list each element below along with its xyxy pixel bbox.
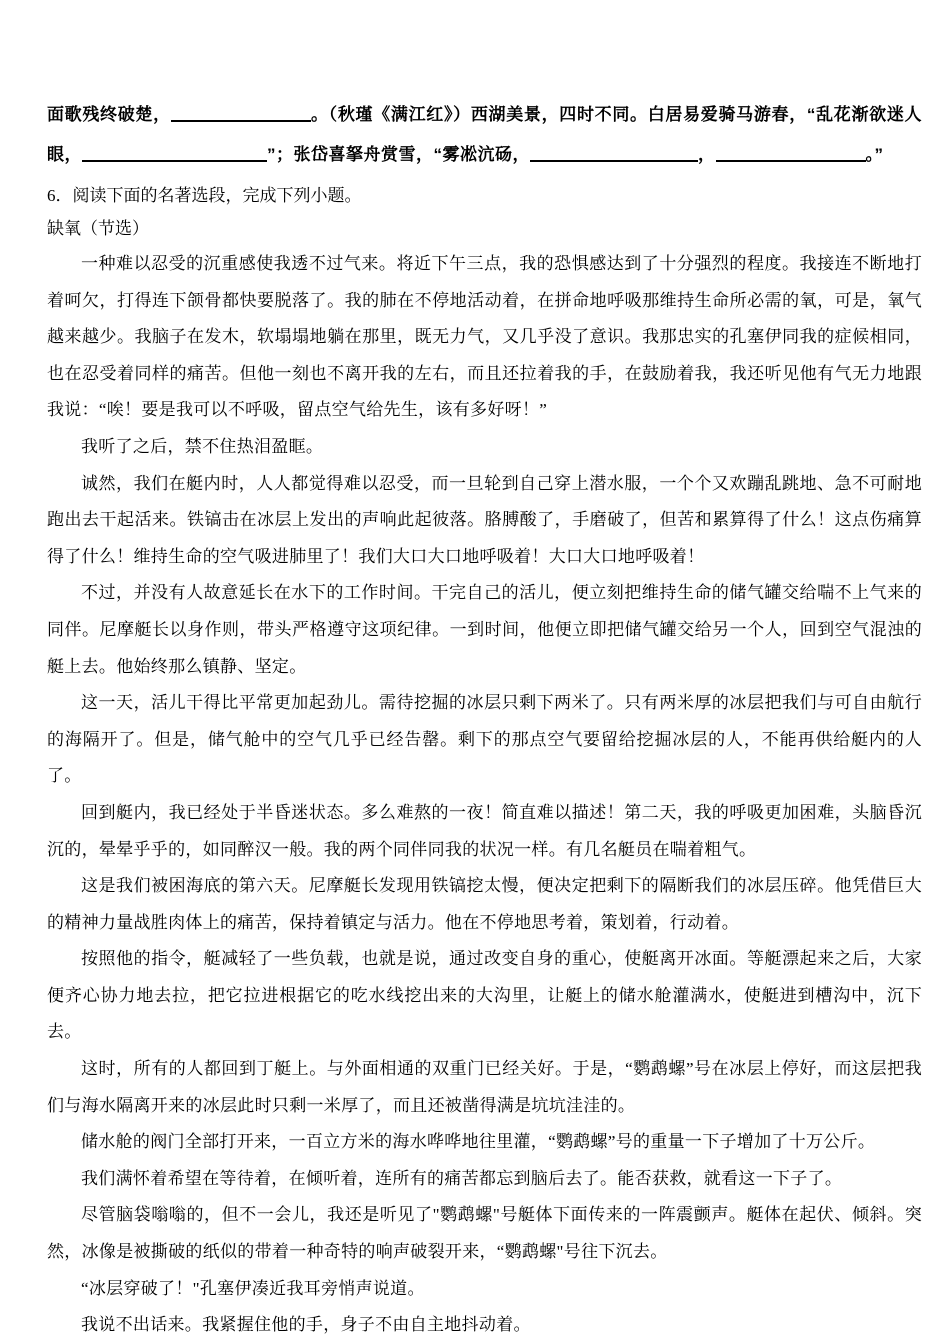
passage-paragraph: 不过，并没有人故意延长在水下的工作时间。干完自己的活儿，便立刻把维持生命的储气罐交给喘不上气来的同伴。尼摩艇长以身作则，带头严格遵守这项纪律。一到时间，他便立即把储气罐交给另一个人，回到空气混浊的艇上去。他始终那么镇静、坚定。 (47, 583, 922, 676)
passage-paragraph: 这时，所有的人都回到丁艇上。与外面相通的双重门已经关好。于是，“鹦鹉螺”号在冰层上停好，而这层把我们与海水隔离开来的冰层此时只剩一米厚了，而且还被凿得满是坑坑洼洼的。 (47, 1059, 922, 1115)
intro-text: ， (698, 145, 716, 164)
answer-blank (716, 146, 866, 162)
passage-paragraph: 这一天，活儿干得比平常更加起劲儿。需待挖掘的冰层只剩下两米了。只有两米厚的冰层把我们与可自由航行的海隔开了。但是，储气舱中的空气几乎已经告罄。剩下的那点空气要留给挖掘冰层的人，不能再供给艇内的人了。 (47, 693, 922, 786)
passage-paragraph: 我说不出话来。我紧握住他的手，身子不由自主地抖动着。 (81, 1315, 531, 1335)
passage-body (47, 246, 922, 1344)
passage-paragraph: 诚然，我们在艇内时，人人都觉得难以忍受，而一旦轮到自己穿上潜水服，一个个又欢蹦乱跳地、急不可耐地跑出去干起活来。铁镐击在冰层上发出的声响此起彼落。胳膊酸了，手磨破了，但苦和累算得了什么！这点伤痛算得了什么！维持生命的空气吸进肺里了！我们大口大口地呼吸着！大口大口地呼吸着！ (47, 473, 922, 566)
passage-paragraph: 我听了之后，禁不住热泪盈眶。 (81, 436, 324, 456)
passage-paragraph: 一种难以忍受的沉重感使我透不过气来。将近下午三点，我的恐惧感达到了十分强烈的程度。我接连不断地打着呵欠，打得连下颌骨都快要脱落了。我的肺在不停地活动着，在拼命地呼吸那维持生命所必需的氧，可是，氧气越来越少。我脑子在发木，软塌塌地躺在那里，既无力气，又几乎没了意识。我那忠实的孔塞伊同我的症候相同，也在忍受着同样的痛苦。但他一刻也不离开我的左右，而且还拉着我的手，在鼓励着我，我还听见他有气无力地跟我说：“唉！要是我可以不呼吸，留点空气给先生，该有多好呀！” (47, 254, 922, 420)
passage-paragraph: 尽管脑袋嗡嗡的，但不一会儿，我还是听见了"鹦鹉螺"号艇体下面传来的一阵震颤声。艇体在起伏、倾斜。突然，冰像是被撕破的纸似的带着一种奇特的响声破裂开来，“鹦鹉螺"号往下沉去。 (47, 1205, 922, 1262)
passage-paragraph: 按照他的指令，艇减轻了一些负载，也就是说，通过改变自身的重心，使艇离开冰面。等艇漂起来之后，大家便齐心协力地去拉，把它拉进根据它的吃水线挖出来的大沟里，让艇上的储水舱灌满水，使艇进到槽沟中，沉下去。 (47, 949, 922, 1042)
intro-text: 。（秋瑾《满江红》）西湖美景，四时不同。白居易爱骑马游春，“乱花渐欲迷人眼， (47, 105, 923, 164)
passage-paragraph: 储水舱的阀门全部打开来，一百立方米的海水哗哗地往里灌，“鹦鹉螺”号的重量一下子增加了十万公斤。 (81, 1132, 876, 1152)
passage-paragraph: “冰层穿破了！"孔塞伊凑近我耳旁悄声说道。 (81, 1278, 425, 1298)
answer-blank (530, 146, 698, 162)
intro-text: ”；张岱喜拏舟赏雪，“雾凇沆砀， (267, 145, 530, 164)
intro-text: 。” (865, 145, 884, 164)
passage-title: 缺氧（节选） (47, 219, 149, 238)
answer-blank (82, 146, 267, 162)
passage-paragraph: 回到艇内，我已经处于半昏迷状态。多么难熬的一夜！简直难以描述！第二天，我的呼吸更加困难，头脑昏沉沉的，晕晕乎乎的，如同醉汉一般。我的两个同伴同我的状况一样。有几名艇员在喘着粗气。 (47, 802, 922, 859)
passage-paragraph: 这是我们被困海底的第六天。尼摩艇长发现用铁镐挖太慢，便决定把剩下的隔断我们的冰层压碎。他凭借巨大的精神力量战胜肉体上的痛苦，保持着镇定与活力。他在不停地思考着，策划着，行动着。 (47, 876, 922, 932)
passage-paragraph: 我们满怀着希望在等待着，在倾听着，连所有的痛苦都忘到脑后去了。能否获救，就看这一下子了。 (81, 1168, 843, 1188)
intro-line (47, 95, 922, 175)
answer-blank (171, 106, 311, 122)
question-line: 6．阅读下面的名著选段，完成下列小题。 (47, 186, 362, 205)
intro-text: 面歌残终破楚， (47, 105, 171, 124)
